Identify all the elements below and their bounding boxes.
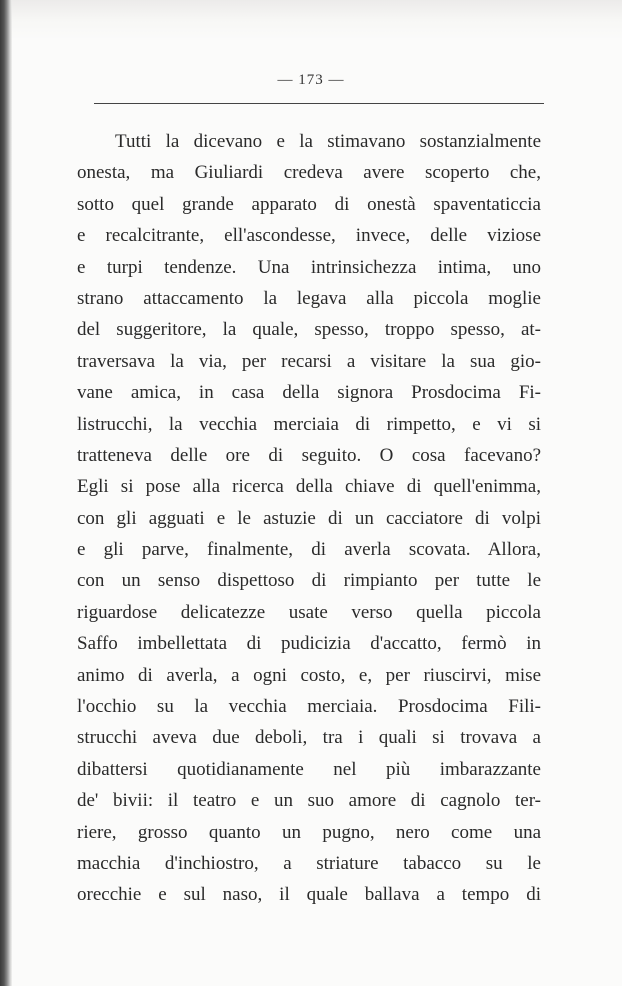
text-line: Tutti la dicevano e la stimavano sostanzialmente xyxy=(115,131,541,152)
text-line: listrucchi, la vecchia merciaia di rimpetto, e vi si xyxy=(77,413,541,435)
text-line: traversava la via, per recarsi a visitare la sua gio- xyxy=(77,350,541,372)
text-line: animo di averla, a ogni costo, e, per riuscirvi, mise xyxy=(77,664,541,686)
text-line: strano attaccamento la legava alla piccola moglie xyxy=(77,287,541,309)
text-line: Egli si pose alla ricerca della chiave di quell'enimma, xyxy=(77,476,541,498)
text-line: dibattersi quotidianamente nel più imbarazzante xyxy=(77,758,541,780)
text-line: orecchie e sul naso, il quale ballava a tempo di xyxy=(77,884,541,906)
text-line: e recalcitrante, ell'ascondesse, invece, delle viziose xyxy=(77,225,541,247)
text-line: l'occhio su la vecchia merciaia. Prosdocima Fili- xyxy=(77,696,541,718)
text-line: del suggeritore, la quale, spesso, troppo spesso, at- xyxy=(77,319,541,341)
text-line: con un senso dispettoso di rimpianto per tutte le xyxy=(77,570,541,592)
text-line: de' bivii: il teatro e un suo amore di cagnolo ter- xyxy=(77,790,541,812)
text-line: riere, grosso quanto un pugno, nero come una xyxy=(77,821,541,843)
text-line: Saffo imbellettata di pudicizia d'accatto, fermò in xyxy=(77,633,541,655)
text-line: riguardose delicatezze usate verso quella piccola xyxy=(77,601,541,623)
text-line: e turpi tendenze. Una intrinsichezza intima, uno xyxy=(77,256,541,278)
text-line: onesta, ma Giuliardi credeva avere scoperto che, xyxy=(77,162,541,184)
text-line: macchia d'inchiostro, a striature tabacco su le xyxy=(77,852,541,874)
text-line: vane amica, in casa della signora Prosdocima Fi- xyxy=(77,382,541,404)
text-line: sotto quel grande apparato di onestà spaventaticcia xyxy=(77,193,541,215)
text-line: tratteneva delle ore di seguito. O cosa facevano? xyxy=(77,444,541,466)
page-top-edge xyxy=(12,0,622,40)
body-text xyxy=(77,126,541,911)
text-line: con gli agguati e le astuzie di un cacciatore di volpi xyxy=(77,507,541,529)
binding-edge xyxy=(0,0,12,986)
page-number: — 173 — xyxy=(277,72,345,88)
header-rule xyxy=(94,103,544,104)
text-line: strucchi aveva due deboli, tra i quali si trovava a xyxy=(77,727,541,749)
text-line: e gli parve, finalmente, di averla scovata. Allora, xyxy=(77,539,541,561)
